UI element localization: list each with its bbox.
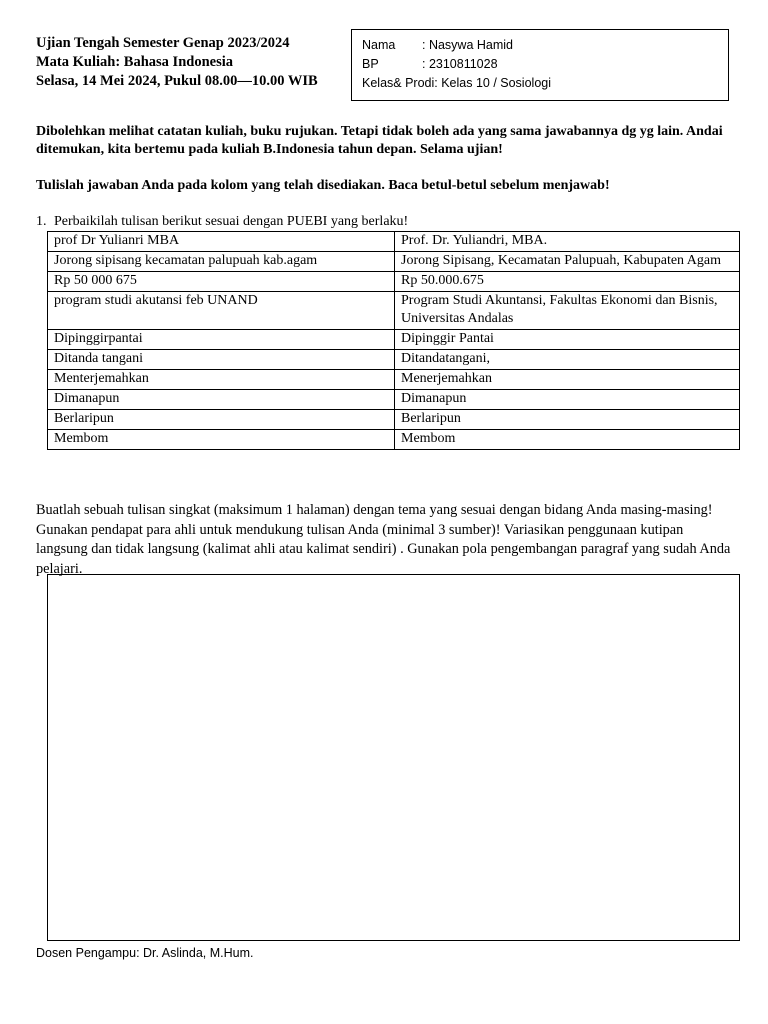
question-1 xyxy=(36,213,408,231)
question-2: Buatlah sebuah tulisan singkat (maksimum 1 halaman) dengan tema yang sesuai dengan bidang Anda masing-masing! Gunakan pendapat para ahli untuk mendukung tulisan Anda (minimal 3 sumber)! Variasikan penggunaan kutipan langsung dan tidak langsung (kalimat ahli atau kalimat sendiri) . Gunakan pola pengembangan paragraf yang sudah Anda pelajari. xyxy=(36,502,731,577)
exam-rules: Dibolehkan melihat catatan kuliah, buku rujukan. Tetapi tidak boleh ada yang sama jawabannya dg yg lain. Andai ditemukan, kita bertemu pada kuliah B.Indonesia tahun depan. Selama ujian! xyxy=(36,124,723,157)
original-text-cell: prof Dr Yulianri MBA xyxy=(48,232,395,252)
table-row xyxy=(48,390,740,410)
lecturer-name: Dosen Pengampu: Dr. Aslinda, M.Hum. xyxy=(36,946,254,960)
bp-value: : 2310811028 xyxy=(422,57,498,71)
question-1-number: 1. xyxy=(36,214,47,229)
name-value: : Nasywa Hamid xyxy=(422,38,513,52)
table-row xyxy=(48,330,740,350)
corrected-text-cell: Menerjemahkan xyxy=(395,370,740,390)
corrected-text-cell: Prof. Dr. Yuliandri, MBA. xyxy=(395,232,740,252)
corrected-text-cell: Ditandatangani, xyxy=(395,350,740,370)
original-text-cell: Jorong sipisang kecamatan palupuah kab.agam xyxy=(48,252,395,272)
puebi-correction-table xyxy=(47,231,740,450)
exam-header xyxy=(36,34,318,91)
table-row xyxy=(48,410,740,430)
table-row xyxy=(48,370,740,390)
exam-title: Ujian Tengah Semester Genap 2023/2024 xyxy=(36,35,290,51)
original-text-cell: Menterjemahkan xyxy=(48,370,395,390)
original-text-cell: Dimanapun xyxy=(48,390,395,410)
bp-label: BP xyxy=(362,57,379,71)
table-row xyxy=(48,252,740,272)
table-row xyxy=(48,232,740,252)
student-class-row: Kelas& Prodi: Kelas 10 / Sosiologi xyxy=(362,76,551,90)
corrected-text-cell: Rp 50.000.675 xyxy=(395,272,740,292)
answer-box[interactable] xyxy=(47,574,740,941)
table-row xyxy=(48,292,740,330)
table-row xyxy=(48,272,740,292)
corrected-text-cell: Membom xyxy=(395,430,740,450)
corrected-text-cell: Dimanapun xyxy=(395,390,740,410)
student-name-row xyxy=(362,36,718,55)
corrected-text-cell: Program Studi Akuntansi, Fakultas Ekonomi dan Bisnis, Universitas Andalas xyxy=(395,292,740,330)
student-bp-row xyxy=(362,55,718,74)
question-1-text: Perbaikilah tulisan berikut sesuai dengan PUEBI yang berlaku! xyxy=(54,214,409,229)
answer-instruction: Tulislah jawaban Anda pada kolom yang telah disediakan. Baca betul-betul sebelum menjawab! xyxy=(36,178,610,193)
student-info-box xyxy=(351,29,729,101)
original-text-cell: Berlaripun xyxy=(48,410,395,430)
exam-schedule: Selasa, 14 Mei 2024, Pukul 08.00—10.00 WIB xyxy=(36,73,318,89)
course-name: Mata Kuliah: Bahasa Indonesia xyxy=(36,54,234,70)
original-text-cell: Ditanda tangani xyxy=(48,350,395,370)
table-row xyxy=(48,350,740,370)
original-text-cell: program studi akutansi feb UNAND xyxy=(48,292,395,330)
corrected-text-cell: Berlaripun xyxy=(395,410,740,430)
corrected-text-cell: Jorong Sipisang, Kecamatan Palupuah, Kabupaten Agam xyxy=(395,252,740,272)
name-label: Nama xyxy=(362,38,396,52)
corrected-text-cell: Dipinggir Pantai xyxy=(395,330,740,350)
table-row xyxy=(48,430,740,450)
original-text-cell: Rp 50 000 675 xyxy=(48,272,395,292)
original-text-cell: Dipinggirpantai xyxy=(48,330,395,350)
original-text-cell: Membom xyxy=(48,430,395,450)
